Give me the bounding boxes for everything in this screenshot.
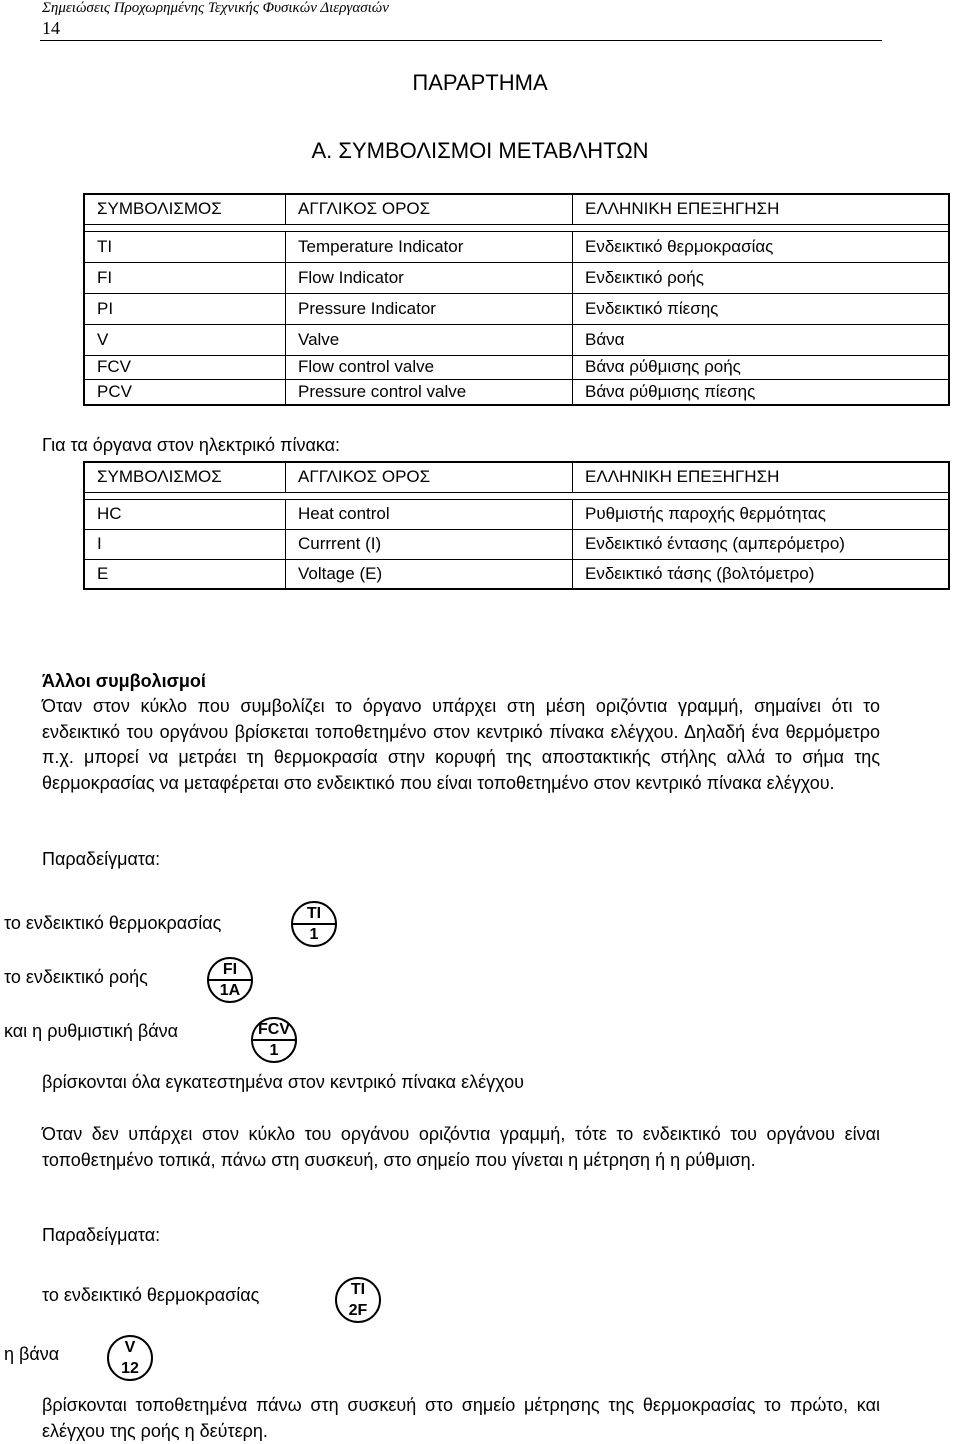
table-row xyxy=(84,499,949,529)
cell-english-term: Voltage (E) xyxy=(286,559,573,589)
cell-english-term: Valve xyxy=(286,324,573,355)
example-text: και η ρυθμιστική βάνα xyxy=(4,1021,179,1041)
example-text: το ενδεικτικό ροής xyxy=(4,967,148,987)
cell-greek-explanation: Ενδεικτικό θερμοκρασίας xyxy=(573,231,950,262)
panel-instruments-intro: Για τα όργανα στον ηλεκτρικό πίνακα: xyxy=(42,435,341,455)
bubble-tag-letters: V xyxy=(124,1339,136,1356)
table-row xyxy=(84,262,949,293)
examples-label: Παραδείγματα: xyxy=(42,1225,161,1245)
bubble-tag-letters: TI xyxy=(350,1281,366,1298)
column-header-symbol: ΣΥΜΒΟΛΙΣΜΟΣ xyxy=(84,194,286,224)
bubble-tag-number: 1 xyxy=(269,1042,279,1059)
bubble-tag-letters: FCV xyxy=(258,1021,290,1038)
instrument-bubble-local xyxy=(334,1276,382,1324)
cell-english-term: Flow Indicator xyxy=(286,262,573,293)
column-header-symbol: ΣΥΜΒΟΛΙΣΜΟΣ xyxy=(84,462,286,492)
table-row xyxy=(84,355,949,379)
column-header-english-term: ΑΓΓΛΙΚΟΣ ΟΡΟΣ xyxy=(286,462,573,492)
bubble-tag-number: 2F xyxy=(348,1302,368,1319)
table-row xyxy=(84,231,949,262)
bubble-tag-number: 1A xyxy=(219,982,241,999)
table-spacer xyxy=(84,224,949,231)
column-header-greek-explanation: ΕΛΛΗΝΙΚΗ ΕΠΕΞΗΓΗΣΗ xyxy=(573,462,950,492)
local-instruments-paragraph: Όταν δεν υπάρχει στον κύκλο του οργάνου οριζόντια γραμμή, τότε το ενδεικτικό του οργάνου είναι τοποθετημένο τοπικά, πάνω στη συσκευή, στο σημείο που γίνεται η μέτρηση ή η ρύθμιση. xyxy=(42,1124,880,1170)
example-text: το ενδεικτικό θερμοκρασίας xyxy=(4,913,222,933)
cell-greek-explanation: Βάνα ρύθμισης ροής xyxy=(573,355,950,379)
table-row xyxy=(84,379,949,405)
header-rule xyxy=(40,40,882,41)
panel-instruments-table xyxy=(83,461,950,590)
variables-symbol-table xyxy=(83,193,950,406)
column-header-english-term: ΑΓΓΛΙΚΟΣ ΟΡΟΣ xyxy=(286,194,573,224)
cell-symbol: V xyxy=(84,324,286,355)
table-row xyxy=(84,529,949,559)
table-row xyxy=(84,324,949,355)
table-spacer xyxy=(84,492,949,499)
section-heading: Α. ΣΥΜΒΟΛΙΣΜΟΙ ΜΕΤΑΒΛΗΤΩΝ xyxy=(311,138,649,163)
cell-symbol: PI xyxy=(84,293,286,324)
cell-symbol: PCV xyxy=(84,379,286,405)
cell-greek-explanation: Ρυθμιστής παροχής θερμότητας xyxy=(573,499,950,529)
cell-english-term: Heat control xyxy=(286,499,573,529)
table-row xyxy=(84,293,949,324)
running-header-title: Σημειώσεις Προχωρημένης Τεχνικής Φυσικών Διεργασιών xyxy=(42,0,389,16)
instrument-bubble-panel xyxy=(290,900,338,948)
cell-symbol: FCV xyxy=(84,355,286,379)
cell-greek-explanation: Βάνα xyxy=(573,324,950,355)
column-header-greek-explanation: ΕΛΛΗΝΙΚΗ ΕΠΕΞΗΓΗΣΗ xyxy=(573,194,950,224)
bubble-tag-letters: TI xyxy=(306,905,322,922)
cell-greek-explanation: Ενδεικτικό έντασης (αμπερόμετρο) xyxy=(573,529,950,559)
cell-english-term: Pressure control valve xyxy=(286,379,573,405)
cell-symbol: E xyxy=(84,559,286,589)
cell-greek-explanation: Βάνα ρύθμισης πίεσης xyxy=(573,379,950,405)
appendix-heading: ΠΑΡΑΡΤΗΜΑ xyxy=(412,70,548,95)
table-header-row xyxy=(84,462,949,492)
table-header-row xyxy=(84,194,949,224)
table-row xyxy=(84,559,949,589)
example-text: το ενδεικτικό θερμοκρασίας xyxy=(42,1285,260,1305)
examples-conclusion: βρίσκονται όλα εγκατεστημένα στον κεντρικό πίνακα ελέγχου xyxy=(42,1072,524,1092)
instrument-bubble-local xyxy=(106,1334,154,1382)
cell-symbol: FI xyxy=(84,262,286,293)
bubble-tag-letters: FI xyxy=(222,961,238,978)
page-number: 14 xyxy=(42,18,60,38)
examples-conclusion: βρίσκονται τοποθετημένα πάνω στη συσκευή στο σημείο μέτρησης της θερμοκρασίας το πρώτο, και ελέγχου της ροής η δεύτερη. xyxy=(42,1395,880,1441)
other-symbols-paragraph: Όταν στον κύκλο που συμβολίζει το όργανο υπάρχει στη μέση οριζόντια γραμμή, σημαίνει ότι το ενδεικτικό του οργάνου βρίσκεται τοποθετημένο στον κεντρικό πίνακα ελέγχου. Δηλαδή ένα θερμόμετρο π.χ. μπορεί να μετράει τη θερμοκρασία στην κορυφή της αποστακτικής στήλης αλλά το σήμα της θερμοκρασίας να μεταφέρεται στο ενδεικτικό που είναι τοποθετημένο στον κεντρικό πίνακα ελέγχου. xyxy=(42,696,880,793)
cell-symbol: I xyxy=(84,529,286,559)
bubble-tag-number: 12 xyxy=(121,1360,139,1377)
other-symbols-heading: Άλλοι συμβολισμοί xyxy=(42,671,206,691)
cell-greek-explanation: Ενδεικτικό ροής xyxy=(573,262,950,293)
cell-greek-explanation: Ενδεικτικό τάσης (βολτόμετρο) xyxy=(573,559,950,589)
examples-label: Παραδείγματα: xyxy=(42,849,161,869)
instrument-bubble-panel xyxy=(250,1016,298,1064)
cell-english-term: Currrent (I) xyxy=(286,529,573,559)
bubble-tag-number: 1 xyxy=(309,926,319,943)
cell-symbol: HC xyxy=(84,499,286,529)
example-text: η βάνα xyxy=(4,1344,60,1364)
cell-english-term: Pressure Indicator xyxy=(286,293,573,324)
instrument-bubble-panel xyxy=(206,956,254,1004)
cell-english-term: Flow control valve xyxy=(286,355,573,379)
cell-greek-explanation: Ενδεικτικό πίεσης xyxy=(573,293,950,324)
cell-english-term: Temperature Indicator xyxy=(286,231,573,262)
cell-symbol: TI xyxy=(84,231,286,262)
